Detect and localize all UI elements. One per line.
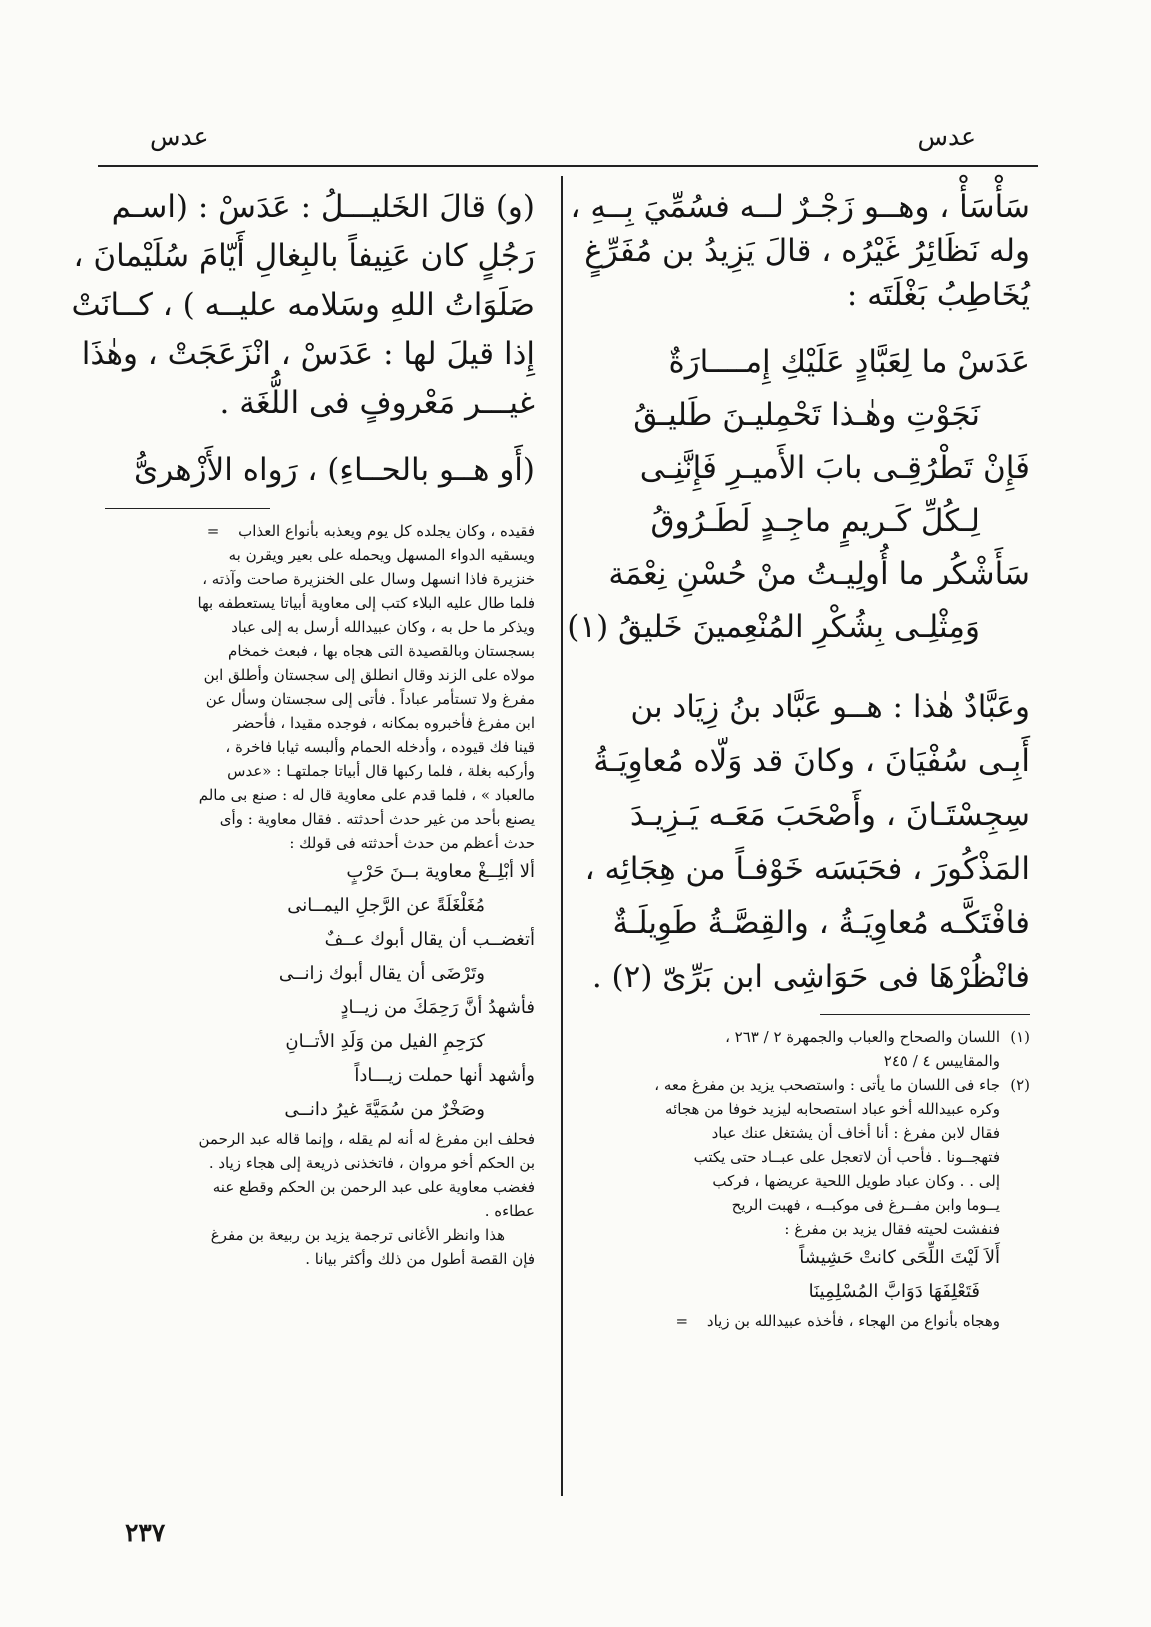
right-column [567,186,1030,1333]
text-line: (و) قالَ الخَليـــلُ : عَدَسْ : (اسـم [111,189,535,225]
running-head-left: عدس [150,122,209,151]
text-line: رَجُلٍ كان عَنِيفاً بالبِغالِ أَيّامَ سُلَيْمانَ ، [73,238,535,274]
footnote-text: جاء فى اللسان ما يأتى : واستصحب يزيد بن مفرغ معه ، [654,1076,1000,1094]
note-line: فإن القصة أطول من ذلك وأكثر بيانا . [305,1250,535,1268]
column-divider [561,176,563,1496]
note-verse: أتغضــب أن يقال أبوك عــفٌ [324,929,535,950]
footnote-text: وهجاه بأنواع من الهجاء ، فأخذه عبيدالله بن زياد [706,1312,1000,1330]
continuation-mark: = [675,1312,689,1330]
note-line: خنزيرة فاذا انسهل وسال على الخنزيرة صاحت وآذته ، [202,570,535,588]
footnote-text: فقال لابن مفرغ : أنا أخاف أن يشتغل عنك عباد [711,1124,1000,1142]
running-head-right: عدس [917,122,976,151]
verse-line: فَإِنْ تَطْرُقِـى بابَ الأَميـرِ فَإِنَّنِـى [639,450,1030,486]
note-line: مفرغ ولا تستأمر عباداً . فأتى إلى سجستان وسأل عن [205,690,535,708]
text-line: فافْتَكَّـه مُعاوِيَـةُ ، والقِصَّـةُ طَوِيلَـةٌ [612,905,1030,941]
verse-line: عَدَسْ ما لِعَبَّادٍ عَلَيْكِ إِمــــارَةٌ [668,344,1030,380]
note-line: مالعباد » ، فلما قدم على معاوية قال له : صنع بى مالم [198,786,535,804]
note-line: يصنع بأحد من غير حدث أحدثته . فقال معاوية : وأى [219,810,535,828]
note-line: وأركبه بغلة ، فلما ركبها قال أبياتا جملتهـا : «عدس [227,762,535,780]
note-text: فقيده ، وكان يجلده كل يوم ويعذبه بأنواع العذاب [238,522,535,540]
note-verse: ألا أبْلِــغْ معاوية بــنَ حَرْبٍ [346,861,535,882]
footnote-rule [820,1014,1030,1015]
note-line: حدث أعظم من حدث أحدثته فى قولك : [289,834,535,852]
footnote-text: إلى . . وكان عباد طويل اللحية عريضها ، فركب [712,1172,1000,1190]
note-verse: وتَرْضَى أن يقال أبوك زانــى [278,963,485,984]
text-line: إِذا قيلَ لها : عَدَسْ ، انْزَعَجَتْ ، وهٰذَا [81,336,535,372]
note-line: بسجستان وبالقصيدة التى هجاه بها ، فبعث خمخام [228,642,535,660]
text-line: سَأْسَأْ ، وهــو زَجْـرٌ لــه فسُمِّيَ بِــهِ ، [570,189,1030,225]
text-line: أَبِـى سُفْيَانَ ، وكانَ قد وَلّاه مُعاوِيَـةُ [593,743,1030,779]
text-line: غيـــر مَعْروفٍ فى اللُّغَة . [219,385,535,421]
note-line: مولاه على الزند وقال انطلق إلى سجستان وأطلق ابن [203,666,535,684]
note-line [105,519,535,543]
text-line: سِجِسْتَـانَ ، وأَصْحَبَ مَعَـه يَـزِيـدَ [629,797,1030,833]
verse-line: نَجَوْتِ وهٰـذا تَحْمِليـنَ طَليـقُ [633,397,980,433]
verse-line: لِـكُلِّ كَـريمٍ ماجِـدٍ لَطَـرُوقُ [650,503,980,539]
left-column [71,186,535,1271]
verse-line: وَمِثْلِـى بِشُكْرِ المُنْعِمينَ خَليقُ (١) [567,609,980,645]
note-line: فغضب معاوية على عبد الرحمن بن الحكم وقطع عنه [212,1178,535,1196]
note-verse: كرَحِمِ الفيل من وَلَدِ الأتــانِ [285,1031,485,1052]
footnote-1 [585,1025,1030,1049]
note-line: بن الحكم أخو مروان ، فاتخذنى ذريعة إلى هجاء زياد . [208,1154,535,1172]
continuation-mark: = [206,522,220,540]
footnote-text: فنفشت لحيته فقال يزيد بن مفرغ : [784,1220,1000,1238]
verse-line: سَأَشْكُر ما أُولِيـتُ منْ حُسْنِ نِعْمَة [608,556,1030,592]
spacer [585,654,1030,680]
note-verse: وأشهد أنها حملت زيـــاداً [354,1065,535,1086]
footnote-verse: أَلاَ لَيْتَ اللِّحَى كانتْ حَشِيشاً [799,1247,1000,1268]
footnote-text: اللسان والصحاح والعباب والجمهرة ٢ / ٢٦٣ ، [725,1028,1000,1046]
text-line: وعَبَّادٌ هٰذا : هــو عَبَّاد بنُ زِيَاد بن [630,689,1030,725]
note-line: ويذكر ما حل به ، وكان عبيدالله أرسل به إلى عباد [231,618,535,636]
footnote-rule [105,508,270,509]
spacer [105,431,535,449]
note-line: عطاءه . [484,1202,535,1220]
footnote-text: والمقاييس ٤ / ٢٤٥ [883,1052,1000,1070]
text-line: فانْظُرْهَا فى حَوَاشِى ابن بَرِّىّ (٢) . [591,959,1030,995]
note-line: هذا وانظر الأغانى ترجمة يزيد بن ربيعة بن مفرغ [210,1226,505,1244]
page-number: ٢٣٧ [125,1518,166,1547]
note-verse: فأشهدُ أنَّ رَحِمَكَ من زيــادٍ [340,997,535,1018]
footnote-number: (٢) [1010,1076,1030,1094]
note-line: ويسقيه الدواء المسهل ويحمله على بعير ويقرن به [228,546,535,564]
note-line: فلما طال عليه البلاء كتب إلى معاوية أبياتا يستعطفه بها [197,594,535,612]
note-line: ابن مفرغ فأخبروه بمكانه ، فوجده مقيدا ، فأحضر [233,714,535,732]
spacer [585,318,1030,336]
text-line: وله نَظَائِرُ غَيْرُه ، قالَ يَزِيدُ بن مُفَرِّغٍ [584,233,1030,269]
note-line: قينا فك قيوده ، وأدخله الحمام وألبسه ثيابا فاخرة ، [225,738,535,756]
header-rule [98,165,1038,167]
note-line: فحلف ابن مفرغ له أنه لم يقله ، وإنما قاله عبد الرحمن [198,1130,535,1148]
footnote-text: فتهجــونا . فأحب أن لاتعجل على عبــاد حتى يكتب [693,1148,1000,1166]
footnote-text: وكره عبيدالله أخو عباد استصحابه ليزيد خوفا من هجائه [665,1100,1000,1118]
footnote-text [585,1309,1030,1333]
footnote-2 [585,1073,1030,1097]
text-line: يُخَاطِبُ بَغْلَتَه : [846,277,1030,313]
note-verse: مُغَلْغَلَةً عن الرَّجلِ اليمــانى [287,895,485,916]
text-line: صَلَوَاتُ اللهِ وسَلامه عليــه ) ، كــانَتْ [71,287,535,323]
text-line: المَذْكُورَ ، فحَبَسَه خَوْفـاً من هِجَائِه ، [584,851,1030,887]
footnote-number: (١) [1010,1028,1030,1046]
note-verse: وصَخْرٌ من سُمَيَّةَ غيرُ دانــى [284,1099,485,1120]
footnote-text: يــوما وابن مفــرغ فى موكبــه ، فهبت الريح [731,1196,1000,1214]
text-line: (أَو هــو بالحــاءِ) ، رَواه الأَزْهرىُّ [133,452,535,488]
footnote-verse: فَتَعْلِفَهَا دَوَابَّ المُسْلِمِينَا [808,1281,980,1302]
